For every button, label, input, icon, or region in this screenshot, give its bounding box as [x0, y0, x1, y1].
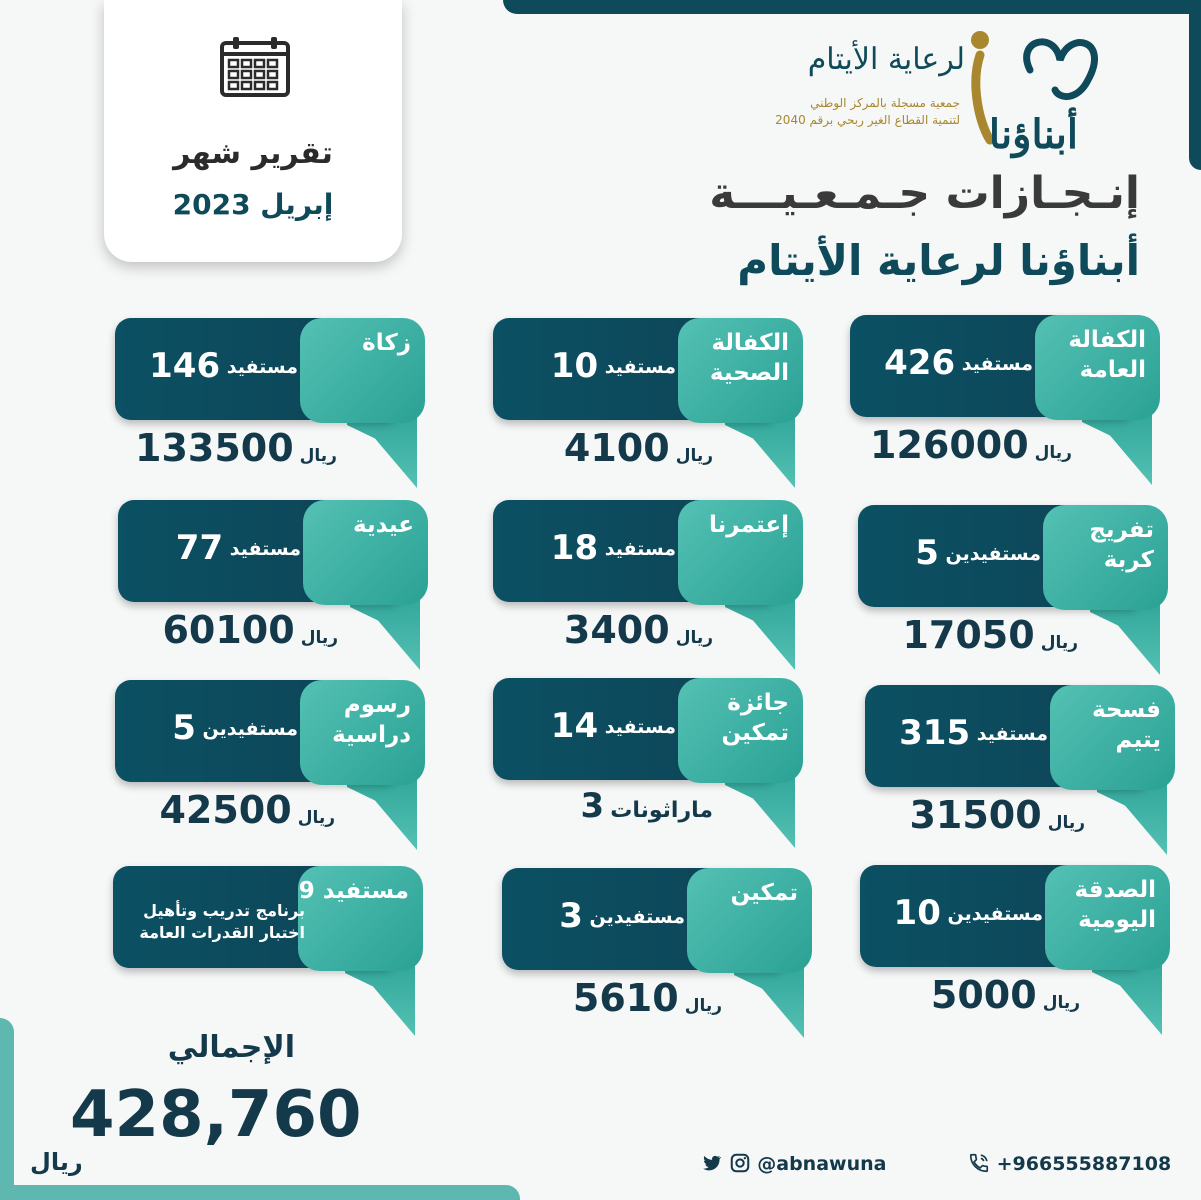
- month-card: [104, 0, 402, 262]
- logo-mark-text: أبناؤنا: [988, 111, 1078, 158]
- logo-mark: [960, 30, 1140, 160]
- logo-registration-line2: لتنمية القطاع الغير ربحي برقم 2040: [775, 113, 960, 127]
- card-daily-charity: [860, 865, 1170, 1040]
- card-tuition-fees: [115, 680, 425, 855]
- card-general-sponsorship: [850, 315, 1160, 490]
- card-health-sponsorship: [493, 318, 803, 493]
- card-category: جائزة تمكين: [721, 690, 789, 746]
- page-subtitle: أبناؤنا لرعاية الأيتام: [737, 236, 1140, 285]
- card-program: برنامج تدريب وتأهيل اختبار القدرات العامة: [139, 901, 305, 942]
- phone-icon: [968, 1152, 990, 1174]
- card-category: الكفالة العامة: [1068, 327, 1146, 383]
- card-category: رسوم دراسية: [332, 692, 411, 748]
- card-count: 3 مستفيدين: [559, 896, 685, 936]
- card-category: زكاة: [362, 330, 411, 356]
- card-count: 10 مستفيد: [550, 346, 676, 386]
- total-label: الإجمالي: [167, 1030, 295, 1065]
- card-category: عيدية: [353, 512, 414, 538]
- card-amount: 42500 ريال: [159, 788, 335, 832]
- card-amount: 3400 ريال: [563, 608, 713, 652]
- total-unit: ريال: [30, 1148, 83, 1176]
- card-category: فسحة يتيم: [1092, 697, 1161, 753]
- social-handle[interactable]: @abnawuna: [757, 1153, 887, 1175]
- card-amount: 17050 ريال: [902, 613, 1078, 657]
- card-amount: 5000 ريال: [930, 973, 1080, 1017]
- total-value: 428,760: [70, 1078, 362, 1152]
- card-category: إعتمرنا: [709, 512, 789, 538]
- card-category: تمكين: [730, 880, 798, 906]
- association-logo: [740, 30, 1160, 160]
- card-count: 10 مستفيدين: [893, 893, 1043, 933]
- card-training-program: [113, 866, 423, 1041]
- month-label: تقرير شهر: [173, 136, 333, 171]
- month-value: إبريل 2023: [172, 188, 334, 221]
- card-category: الكفالة الصحية: [709, 330, 789, 386]
- top-border: [503, 0, 1201, 14]
- card-amount: 31500 ريال: [909, 793, 1085, 837]
- social-links: [700, 1152, 886, 1175]
- logo-registration-line1: جمعية مسجلة بالمركز الوطني: [810, 96, 960, 110]
- card-amount: 133500 ريال: [135, 426, 337, 470]
- calendar-icon: [219, 36, 291, 98]
- right-border: [1189, 0, 1201, 170]
- card-count: 5 مستفيدين: [172, 708, 298, 748]
- card-category: تفريج كربة: [1089, 517, 1154, 573]
- card-amount: 60100 ريال: [162, 608, 338, 652]
- card-amount: 126000 ريال: [870, 423, 1072, 467]
- instagram-icon[interactable]: [729, 1152, 751, 1174]
- card-category: الصدقة اليومية: [1074, 877, 1156, 933]
- card-count: 18 مستفيد: [550, 528, 676, 568]
- card-count: 146 مستفيد: [149, 346, 298, 386]
- card-count: 315 مستفيد: [899, 713, 1048, 753]
- page-title: إنـجـازات جـمـعـيـــة: [709, 168, 1140, 219]
- bottom-left-border: [0, 1018, 14, 1200]
- card-orphan-outing: [865, 685, 1175, 860]
- card-amount: 3 ماراثونات: [580, 786, 713, 826]
- card-category: 9 مستفيد: [298, 878, 409, 904]
- phone-number[interactable]: +966555887108: [996, 1153, 1172, 1175]
- card-count: 14 مستفيد: [550, 706, 676, 746]
- card-zakat: [115, 318, 425, 493]
- card-empowerment: [502, 868, 812, 1043]
- card-eid-gift: [118, 500, 428, 675]
- bottom-border: [0, 1185, 520, 1200]
- card-count: 77 مستفيد: [175, 528, 301, 568]
- contact-phone: [968, 1152, 1171, 1175]
- card-amount: 4100 ريال: [563, 426, 713, 470]
- card-umrah: [493, 500, 803, 675]
- card-empowerment-award: [493, 678, 803, 853]
- card-relief: [858, 505, 1168, 680]
- card-amount: 5610 ريال: [572, 976, 722, 1020]
- twitter-icon[interactable]: [700, 1152, 722, 1174]
- card-count: 5 مستفيدين: [915, 533, 1041, 573]
- logo-name: لرعاية الأيتام: [807, 42, 965, 77]
- card-count: 426 مستفيد: [884, 343, 1033, 383]
